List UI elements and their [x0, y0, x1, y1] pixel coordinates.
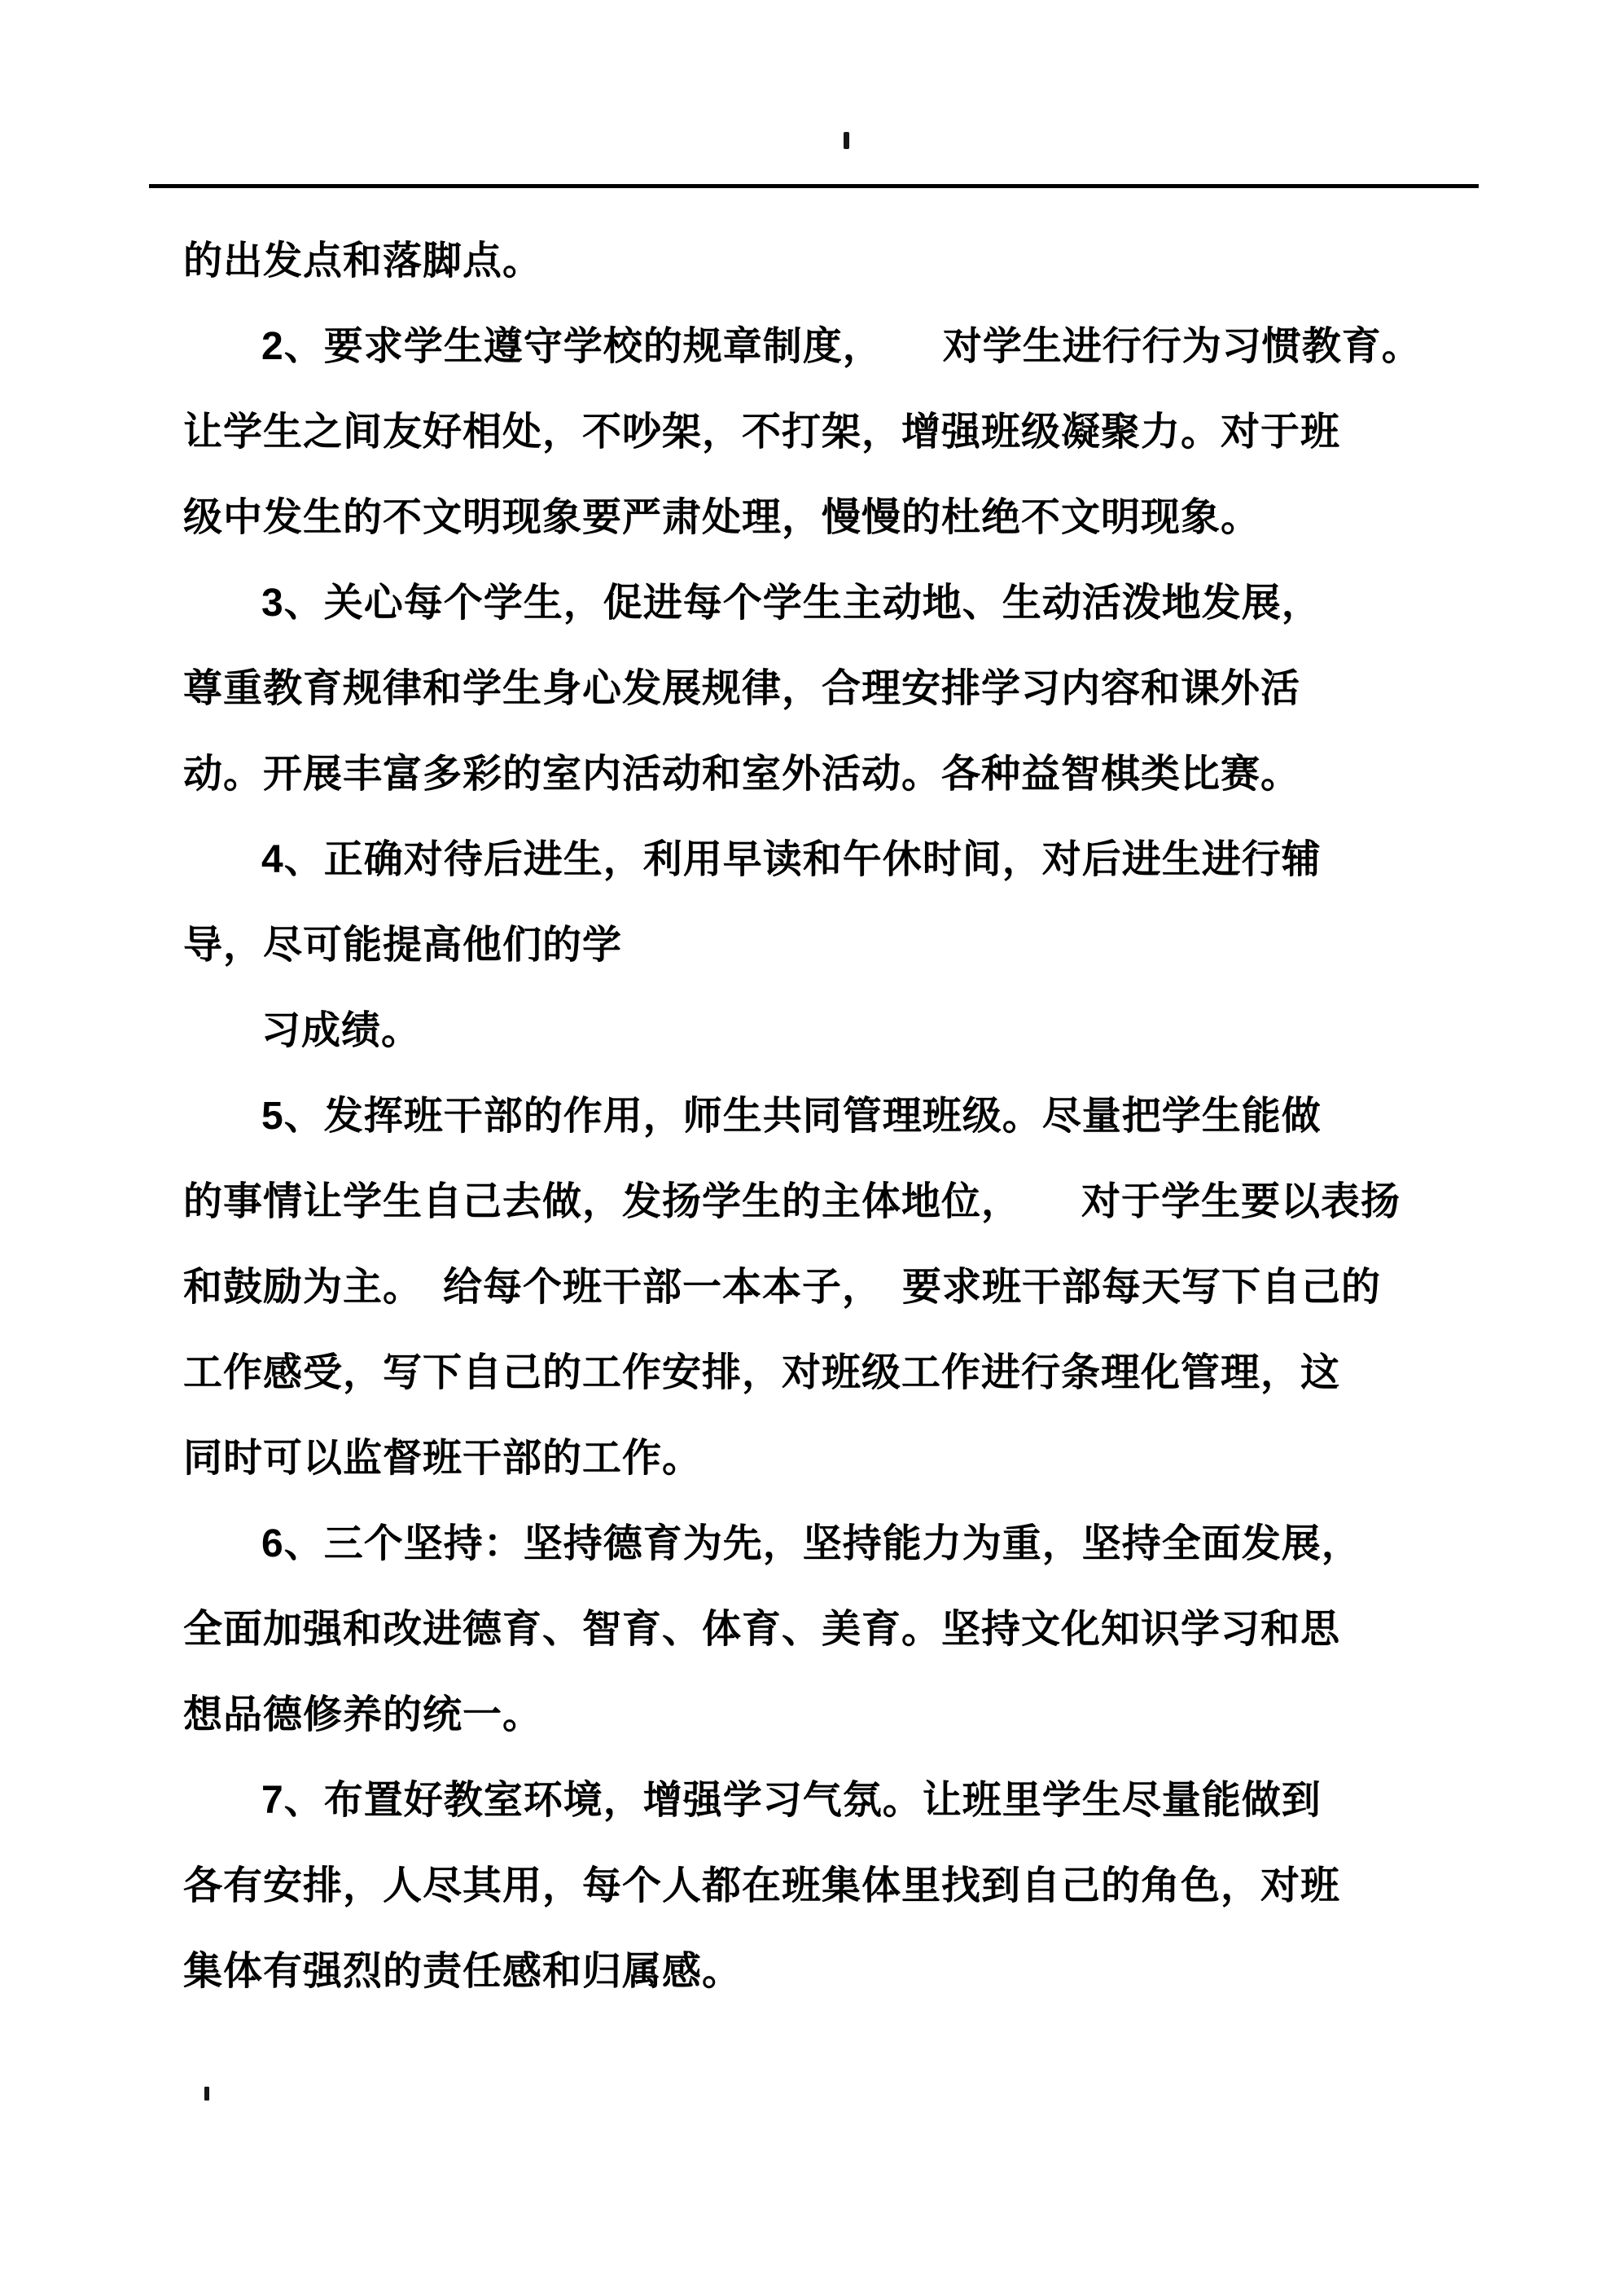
text-line: 6、三个坚持：坚持德育为先，坚持能力为重，坚持全面发展，	[261, 1522, 1361, 1565]
text-line: 同时可以监督班干部的工作。	[183, 1437, 703, 1480]
header-divider-line	[149, 184, 1479, 188]
text-line: 全面加强和改进德育、智育、体育、美育。坚持文化知识学习和思	[183, 1608, 1341, 1651]
text-line: 工作感受，写下自己的工作安排，对班级工作进行条理化管理，这	[183, 1351, 1341, 1394]
text-line: 的事情让学生自己去做，发扬学生的主体地位， 对于学生要以表扬	[183, 1180, 1401, 1223]
text-line: 各有安排，人尽其用，每个人都在班集体里找到自己的角色，对班	[183, 1864, 1341, 1907]
text-line: 习成绩。	[261, 1009, 422, 1052]
text-line: 尊重教育规律和学生身心发展规律，合理安排学习内容和课外活	[183, 667, 1301, 710]
text-line: 和鼓励为主。 给每个班干部一本本子， 要求班干部每天写下自己的	[183, 1266, 1382, 1309]
text-line: 想品德修养的统一。	[183, 1693, 543, 1736]
document-body	[183, 218, 1470, 2014]
text-line: 集体有强烈的责任感和归属感。	[183, 1950, 743, 1993]
text-line: 5、发挥班干部的作用，师生共同管理班级。尽量把学生能做	[261, 1095, 1322, 1138]
stray-apostrophe-mark	[844, 132, 849, 149]
text-line: 的出发点和落脚点。	[183, 239, 543, 283]
stray-period-mark	[204, 2087, 209, 2101]
text-line: 动。开展丰富多彩的室内活动和室外活动。各种益智棋类比赛。	[183, 753, 1301, 796]
text-line: 4、正确对待后进生，利用早读和午休时间，对后进生进行辅	[261, 838, 1322, 881]
text-line: 7、布置好教室环境，增强学习气氛。让班里学生尽量能做到	[261, 1779, 1322, 1822]
text-line: 3、关心每个学生，促进每个学生主动地、生动活泼地发展，	[261, 582, 1322, 625]
text-line: 导，尽可能提高他们的学	[183, 924, 623, 967]
text-line: 级中发生的不文明现象要严肃处理，慢慢的杜绝不文明现象。	[183, 496, 1261, 539]
text-line: 让学生之间友好相处，不吵架，不打架，增强班级凝聚力。对于班	[183, 410, 1341, 454]
text-line: 2、要求学生遵守学校的规章制度， 对学生进行行为习惯教育。	[261, 325, 1422, 368]
